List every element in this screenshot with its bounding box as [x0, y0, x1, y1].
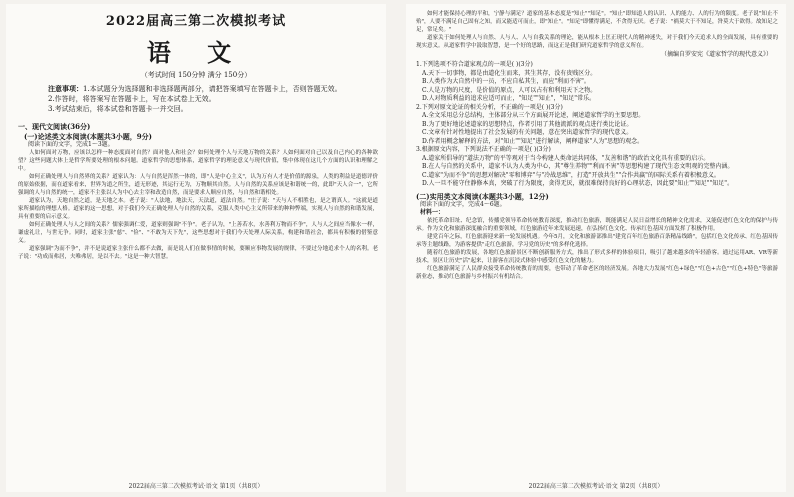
notice-item: 1.本试题分为选择题和非选择题两部分，请把答案填写在答题卡上，否则答题无效。 [83, 85, 342, 93]
page-footer: 2022届高三第二次模拟考试·语文 第2页（共8页） [528, 483, 664, 490]
paragraph: 如何才能保持心理的平和，宁静与满足？道家的基本态度是"知止""知足"。"知止"即知道人的认识、人的能力、人的行为的限度。老子说"知止不殆"，人要不满足自己固有之知，而又能适可而止，即"知止"。"知足"即懂得满足，不贪得无厌。老子说："祸莫大于不知足，咎莫大于欲得。故知足之足，常足矣。" [416, 11, 778, 33]
option: C.人是万物的尺度，是价值的原点，人可以占有和利用天下之物。 [422, 86, 597, 94]
option: A.道家所倡导的"道法万物"的平等观对于当今构建人类命运共同体，"友善和谐"的政治文化具有重要的启示。 [422, 154, 710, 162]
paragraph: 人如何面对万物，应该以怎样一种态度面对自然？面对他人和社会？如何处理个人与天地万物的关系？人如何面对自己以及自己内心的各种欲望？这些问题大体上是哲学所要处理的根本问题。道家哲学的思想体系，道家哲学的理论意义与现代价值，集中体现在这几个方面的认识和理解之中。 [18, 150, 378, 172]
paragraph: 红色旅游满足了人民群众接受革命传统教育的需要，也带动了革命老区的经济发展。各地大力发展"红色+绿色""红色+古色""红色+特色"等旅游新业态，推动红色旅游与乡村振兴有机结合。 [416, 265, 778, 280]
option: D.作者用概念解释的方法，对"知止""知足"进行解读，阐释道家"人为"思想的观念。 [422, 137, 644, 145]
option: B.在人与自然的关系中，道家不认为人类为中心，其"尊生养物""利而不害"等思想构建了现代生态文明观的完整内涵。 [422, 163, 734, 170]
question-2: 2.下列对原文论证的相关分析，不正确的一项是( )(3分) [416, 103, 563, 111]
paragraph: 如何正确处理人与人之间的关系？儒家强调仁爱，道家则强调"不争"。老子认为，"上善若水，水善利万物而不争"，人与人之间应当像水一样，谦虚礼让，与世无争。同时，道家主张"慈"、"俭"、"不敢为天下先"，这些思想对于我们今天处理人际关系，构建和谐社会，都具有积极的借鉴意义。 [18, 222, 378, 244]
paragraph: 道家强调"为而不争"，并不是说道家主张什么都不去做，而是说人们在做事情的时候，要顺应事物发展的规律，不要过分地追求个人的名利。老子说："功成而弗居，夫唯弗居，是以不去。"这是一种大智慧。 [18, 246, 378, 260]
exam-title: 2022届高三第二次模拟考试 [105, 14, 287, 29]
option: B.为了更好地论述道家的思想特点，作者引用了其他流派的观点进行类比论证。 [422, 120, 633, 128]
option: C.文章有针对性地提出了社会发展的有关问题，意在突出道家哲学的现代意义。 [422, 129, 633, 136]
notice-label: 注意事项： [48, 84, 83, 93]
paragraph: 道家认为，天地自然之道，是天地之本。老子说："人法地，地法天，天法道，道法自然。"庄子说："天与人不相胜也，是之谓真人。"这就是道家所描绘的理想人格。道家的这一思想，对于我们今天正确处理人与自然的关系，克服人类中心主义所带来的种种弊端，实现人与自然的和谐发展，具有重要的启示意义。 [18, 198, 378, 220]
subsection-heading: (一)论述类文本阅读(本题共3小题，9分) [24, 132, 152, 141]
paragraph: 如何正确处理人与自然界的关系？道家认为：人与自然是浑然一体的，即"人是中心主义"，认为万有人才是价值的源泉，人类的利益是道德评价的原始依据，而在道家看来，世界为道之所生，道无形迹，其运行无为，万物顺其自然。人与自然的关系应该是和谐统一的，此即"天人合一"，它所强调的人与自然的统一，道家不主张以人为中心去主宰和改造自然，而是要求人顺应自然，与自然和谐相处。 [18, 174, 378, 196]
option: D.人对物质利益的追求应适可而止，"知足""知止"，"知足"常乐。 [422, 95, 596, 102]
option: A.全文采用总分总结构，主体部分从三个方面展开论述，阐述道家哲学的主要思想。 [422, 112, 645, 119]
notice-block [48, 84, 374, 114]
question-1: 1.下列选项不符合道家观点的一项是( )(3分) [416, 61, 533, 68]
section-heading: 一、现代文阅读(36分) [18, 122, 91, 131]
paragraph: 依托革命旧址、纪念馆，传播党领导革命传统教育深度，推动红色旅游，既能满足人民日益增长的精神文化需求，又能促进红色文化的保护与传承。作为文化和旅游深度融合的重要领域，红色旅游近年来发展迅速，在弘扬红色文化、传承红色基因方面发挥了积极作用。 [416, 217, 778, 232]
option: D.人一旦不能守住静修本真，突破了行为限度，贪得无厌，就很难保持良好的心理状态，因此要"知止""知足""知足"。 [422, 180, 734, 187]
subsection-heading: (二)实用类文本阅读(本题共3小题，12分) [416, 191, 549, 201]
material-label: 材料一： [420, 208, 445, 216]
notice-item: 3.考试结束后，将本试卷和答题卡一并交回。 [48, 105, 188, 113]
exam-meta: （考试时间 150分钟 满分 150分） [140, 71, 252, 79]
notice-item: 2.作答时，将答案写在答题卡上，写在本试卷上无效。 [48, 95, 216, 103]
page-2 [406, 4, 786, 492]
option: A.天下一切事物，都是由道化生而来，其生其存，没有贵贱区分。 [422, 69, 597, 77]
option: C.道家"为而不争"的思想对解决"零和博弈"与"冷战思维"，打造"开放共生""合作共赢"的国际关系有着积极意义。 [422, 171, 720, 179]
option: B.人类作为大自然中的一员，不应自私其生，而应"利而不害"。 [422, 78, 590, 85]
reading-instruction: 阅读下面的文字，完成4～6题。 [420, 200, 506, 208]
question-3: 3.根据原文内容，下列说法不正确的一项是( )(3分) [416, 146, 551, 153]
page-footer: 2022届高三第二次模拟考试·语文 第1页（共8页） [128, 483, 264, 490]
paragraph: 建党百年之际，红色旅游迎来新一轮发展机遇。今年5月，文化和旅游部推出"建党百年红色旅游百条精品线路"，包括红色文化传承、红色基因传承等主题线路，为游客提供"走红色旅游，学习党的历史"的多样化选择。 [416, 233, 778, 248]
source-citation: （摘编自罗安宪《道家哲学的现代意义》） [660, 51, 772, 58]
subject-title: 语 文 [146, 38, 246, 67]
page-1 [6, 4, 386, 492]
paragraph: 道家关于如何处理人与自然、人与人、人与自我关系的理论，能从根本上匡正现代人的精神迷失，对于我们今天追求人的全面发展，具有重要的现实意义。从道家哲学中汲取智慧，是一个好的思路，而这正是我们研究道家哲学的意义所在。 [416, 35, 778, 49]
reading-instruction: 阅读下面的文字，完成1～3题。 [28, 141, 114, 148]
paragraph: 随着红色旅游的发展，各地红色旅游景区不断创新服务方式，推出了形式多样的体验项目，吸引了越来越多的年轻游客。通过运用AR、VR等新技术，景区让历史"活"起来，让游客在沉浸式体验中感受红色文化的魅力。 [416, 249, 778, 264]
